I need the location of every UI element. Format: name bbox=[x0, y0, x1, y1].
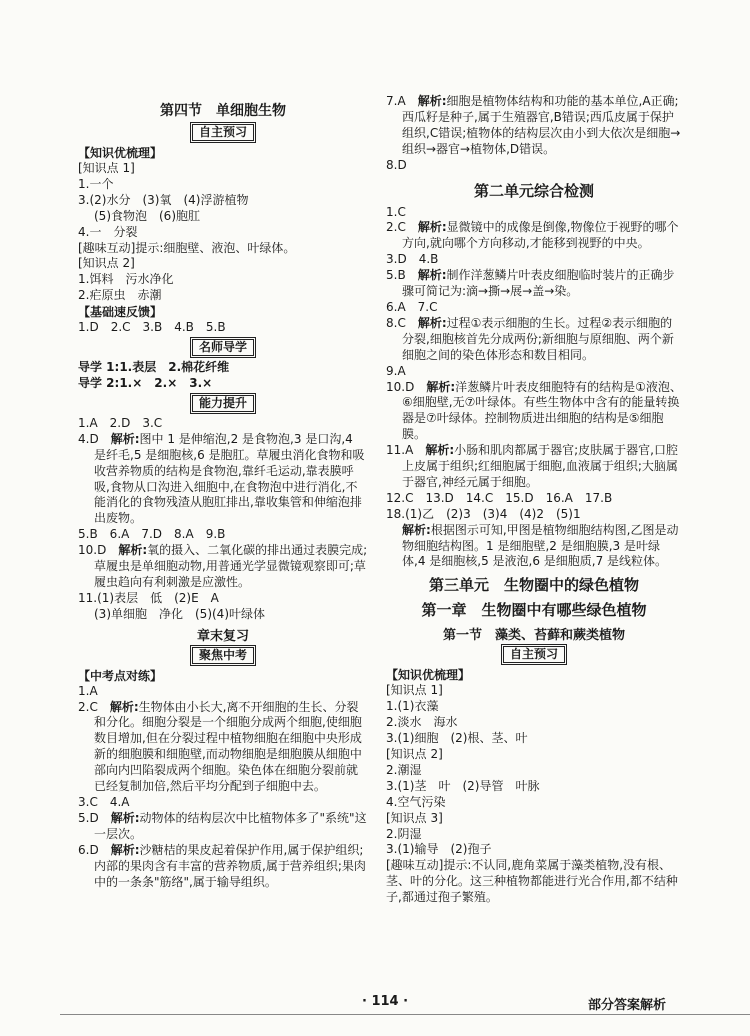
unit3-title: 第三单元 生物圈中的绿色植物 bbox=[428, 576, 639, 595]
unit2-title: 第二单元综合检测 bbox=[473, 181, 594, 200]
explanation-item: 10.D 解析:洋葱鳞片叶表皮细胞特有的结构是①液泡、⑥细胞壁,无⑦叶绿体。有些生物体中含有的能量转换器是⑦叶绿体。控制物质进出细胞的结构是⑤细胞膜。 bbox=[386, 379, 682, 442]
exam-header: 【中考点对练】 bbox=[78, 668, 163, 683]
explanation-keyword: 解析: bbox=[417, 94, 447, 108]
explanation-keyword: 解析: bbox=[417, 268, 447, 283]
explanation-item: 8.C 解析:过程①表示细胞的生长。过程②表示细胞的分裂,细胞核首先分成两份;新细胞与原细胞、两个新细胞之间的染色体形态和数目相同。 bbox=[386, 315, 674, 362]
explanation-keyword: 解析: bbox=[109, 699, 139, 714]
explanation-item: 4.D 解析:图中 1 是伸缩泡,2 是食物泡,3 是口沟,4 是纤毛,5 是细胞核,6 是胞肛。草履虫消化食物和吸收营养物质的结构是食物泡,靠纤毛运动,靠表膜呼吸,食物从口沟进入细胞中,在食物泡中进行消化,不能消化的食物残渣从胞肛排出,靠收集管和伸缩泡排出废物。 bbox=[78, 431, 365, 526]
answer-line: 1.A bbox=[78, 683, 98, 698]
answer-line: 3.(1)茎 叶 (2)导管 叶脉 bbox=[386, 778, 540, 793]
chapter-review-title: 章末复习 bbox=[196, 628, 249, 644]
explanation-item: 5.D 解析:动物体的结构层次中比植物体多了"系统"这一层次。 bbox=[78, 810, 367, 841]
answer-line: 1.C bbox=[386, 204, 406, 219]
guide-line: 导学 2:1.× 2.× 3.× bbox=[78, 375, 213, 390]
ability-box: 能力提升 bbox=[192, 395, 254, 412]
answer-line: 2.潮湿 bbox=[386, 762, 422, 777]
answer-line: 1.一个 bbox=[78, 176, 114, 191]
focus-box: 聚焦中考 bbox=[192, 647, 254, 664]
explanation-item: 6.D 解析:沙糖桔的果皮起着保护作用,属于保护组织;内部的果肉含有丰富的营养物质,属于营养组织;果肉中的一条条"筋络",属于输导组织。 bbox=[78, 842, 366, 889]
explanation-item: 5.B 解析:制作洋葱鳞片叶表皮细胞临时装片的正确步骤可简记为:滴→撕→展→盖→染。 bbox=[386, 268, 675, 299]
answer-line: 8.D bbox=[386, 157, 407, 172]
bottom-rule bbox=[60, 1014, 750, 1015]
answer-line: 3.(1)细胞 (2)根、茎、叶 bbox=[386, 731, 528, 746]
answer-line: 12.C 13.D 14.C 15.D 16.A 17.B bbox=[386, 490, 613, 505]
right-column bbox=[386, 94, 682, 906]
explanation-item: 2.C 解析:显微镜中的成像是倒像,物像位于视野的哪个方向,就向哪个方向移动,才能移到视野的中央。 bbox=[386, 220, 679, 251]
knowledge-header: 【知识优梳理】 bbox=[386, 668, 471, 683]
answer-line: 3.(1)输导 (2)孢子 bbox=[386, 842, 492, 857]
knowledge-point-label: [知识点 2] bbox=[78, 256, 135, 271]
preview-box: 自主预习 bbox=[503, 646, 565, 663]
answer-line: 4.一 分裂 bbox=[78, 224, 138, 239]
answer-line: (3)单细胞 净化 (5)(4)叶绿体 bbox=[94, 606, 265, 621]
guide-line: 导学 1:1.表层 2.棉花纤维 bbox=[78, 360, 230, 375]
answer-line: 2.淡水 海水 bbox=[386, 715, 458, 730]
explanation-keyword: 解析: bbox=[118, 543, 148, 558]
explanation-item: 10.D 解析:氧的摄入、二氧化碳的排出通过表膜完成;草履虫是单细胞动物,用普通光学显微镜观察即可;草履虫趋向有利刺激是应激性。 bbox=[78, 543, 368, 589]
answer-line: 3.D 4.B bbox=[386, 252, 439, 267]
explanation-keyword: 解析: bbox=[417, 220, 447, 235]
explanation-keyword: 解析: bbox=[426, 379, 456, 394]
answer-line: (5)食物泡 (6)胞肛 bbox=[94, 208, 200, 223]
knowledge-point-label: [知识点 1] bbox=[78, 161, 135, 175]
answer-line: 9.A bbox=[386, 363, 406, 378]
explanation-item: 解析:根据图示可知,甲图是植物细胞结构图,乙图是动物细胞结构图。1 是细胞壁,2 是细胞膜,3 是叶绿体,4 是细胞核,5 是液泡,6 是细胞质,7 是线粒体。 bbox=[402, 522, 679, 569]
answer-line: 5.B 6.A 7.D 8.A 9.B bbox=[78, 527, 226, 542]
knowledge-point-label: [知识点 3] bbox=[386, 810, 443, 825]
explanation-keyword: 解析: bbox=[110, 810, 140, 825]
section-title: 第四节 单细胞生物 bbox=[160, 103, 286, 119]
explanation-keyword: 解析: bbox=[402, 522, 431, 537]
answer-line: 1.A 2.D 3.C bbox=[78, 415, 163, 430]
teacher-guide-box: 名师导学 bbox=[192, 339, 254, 356]
interaction-hint: [趣味互动]提示:细胞壁、液泡、叶绿体。 bbox=[78, 240, 296, 255]
basic-feedback-header: 【基础速反馈】 bbox=[78, 305, 163, 320]
left-column bbox=[78, 94, 368, 890]
chapter1-title: 第一章 生物圈中有哪些绿色植物 bbox=[421, 601, 647, 620]
explanation-item: 2.C 解析:生物体由小长大,离不开细胞的生长、分裂和分化。细胞分裂是一个细胞分成两个细胞,使细胞数目增加,但在分裂过程中植物细胞在细胞中央形成新的细胞膜和细胞壁,而动物细胞是细胞膜从细胞中部向内凹陷裂成两个细胞。染色体在细胞分裂前就已经复制加倍,然后平均分配到子细胞中去。 bbox=[78, 699, 362, 794]
preview-box: 自主预习 bbox=[192, 124, 254, 141]
answer-line: 6.A 7.C bbox=[386, 299, 438, 314]
footer-section-label: 部分答案解析 bbox=[588, 998, 667, 1013]
section1-title: 第一节 藻类、苔藓和蕨类植物 bbox=[442, 628, 625, 644]
page-number: · 114 · bbox=[362, 994, 409, 1009]
explanation-keyword: 解析: bbox=[417, 315, 447, 330]
interaction-hint: [趣味互动]提示:不认同,鹿角菜属于藻类植物,没有根、茎、叶的分化。这三种植物都能进行光合作用,都不结种子,都通过孢子繁殖。 bbox=[386, 858, 678, 905]
answer-line: 1.D 2.C 3.B 4.B 5.B bbox=[78, 320, 226, 335]
answer-line: 1.(1)衣藻 bbox=[386, 699, 439, 714]
knowledge-point-label: [知识点 2] bbox=[386, 747, 443, 761]
answer-line: 18.(1)乙 (2)3 (3)4 (4)2 (5)1 bbox=[386, 506, 581, 521]
explanation-item: 11.A 解析:小肠和肌肉都属于器官;皮肤属于器官,口腔上皮属于组织;红细胞属于细胞,血液属于组织;大脑属于器官,神经元属于细胞。 bbox=[386, 443, 678, 489]
knowledge-point-label: [知识点 1] bbox=[386, 683, 443, 698]
explanation-keyword: 解析: bbox=[425, 443, 455, 458]
explanation-item: 7.A 解析:细胞是植物体结构和功能的基本单位,A正确;西瓜籽是种子,属于生殖器官,B错误;西瓜皮属于保护组织,C错误;植物体的结构层次由小到大依次是细胞→组织→器官→植物体,D错误。 bbox=[386, 94, 681, 156]
answer-line: 4.空气污染 bbox=[386, 794, 446, 809]
answer-line: 11.(1)表层 低 (2)E A bbox=[78, 590, 219, 605]
explanation-keyword: 解析: bbox=[110, 431, 140, 446]
answer-line: 2.阴湿 bbox=[386, 826, 422, 841]
answer-line: 2.疟原虫 赤潮 bbox=[78, 288, 162, 303]
answer-line: 3.C 4.A bbox=[78, 795, 130, 809]
answer-line: 3.(2)水分 (3)氧 (4)浮游植物 bbox=[78, 192, 249, 207]
explanation-keyword: 解析: bbox=[110, 842, 140, 857]
knowledge-header: 【知识优梳理】 bbox=[78, 146, 163, 160]
answer-line: 1.饵料 污水净化 bbox=[78, 272, 174, 287]
